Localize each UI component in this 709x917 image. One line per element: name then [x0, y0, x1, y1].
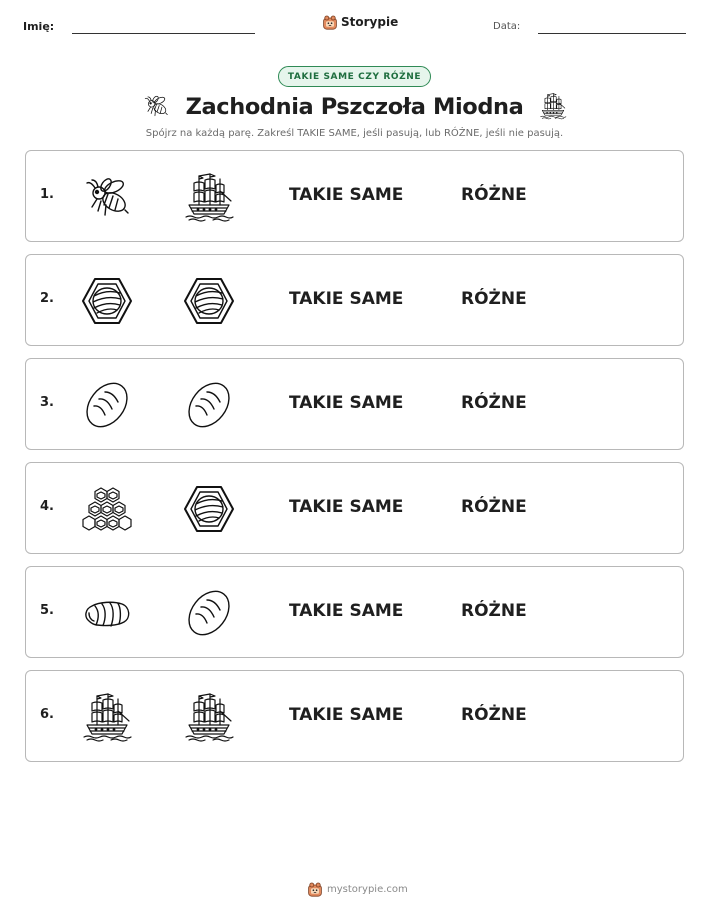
worksheet-header — [0, 0, 709, 50]
page-title: Zachodnia Pszczoła Miodna — [185, 94, 524, 120]
option-same[interactable]: TAKIE SAME — [289, 185, 404, 205]
date-write-line[interactable] — [538, 33, 686, 34]
instructions: Spójrz na każdą parę. Zakreśl TAKIE SAME, jeśli pasują, lub RÓŻNE, jeśli nie pasują. — [145, 128, 564, 139]
option-different[interactable]: RÓŻNE — [461, 393, 527, 413]
honeycomb-icon — [81, 483, 133, 535]
left-picture — [81, 587, 133, 639]
left-picture — [81, 691, 133, 743]
name-write-line[interactable] — [72, 33, 255, 34]
exercise-row-6 — [25, 670, 684, 762]
option-same[interactable]: TAKIE SAME — [289, 601, 404, 621]
exercise-row-5 — [25, 566, 684, 658]
option-same[interactable]: TAKIE SAME — [289, 705, 404, 725]
row-number: 4. — [40, 499, 54, 514]
honey-cell-icon — [183, 483, 235, 535]
right-picture — [183, 691, 235, 743]
right-picture — [183, 483, 235, 535]
right-picture — [183, 171, 235, 223]
bread-icon — [81, 379, 133, 431]
brand-logo — [322, 13, 398, 31]
left-picture — [81, 379, 133, 431]
ship-icon — [539, 91, 567, 121]
bee-icon — [142, 92, 170, 120]
ship-icon — [183, 171, 235, 223]
exercise-row-1 — [25, 150, 684, 242]
row-number: 6. — [40, 707, 54, 722]
option-different[interactable]: RÓŻNE — [461, 185, 527, 205]
date-label: Data: — [493, 21, 521, 32]
name-label: Imię: — [23, 20, 55, 33]
option-same[interactable]: TAKIE SAME — [289, 497, 404, 517]
storypie-logo-icon — [307, 881, 323, 897]
option-same[interactable]: TAKIE SAME — [289, 289, 404, 309]
right-picture — [183, 587, 235, 639]
row-number: 2. — [40, 291, 54, 306]
option-different[interactable]: RÓŻNE — [461, 497, 527, 517]
ship-icon — [81, 691, 133, 743]
ship-icon — [183, 691, 235, 743]
left-picture — [81, 483, 133, 535]
bee-icon — [81, 171, 133, 223]
footer-url[interactable]: mystorypie.com — [327, 883, 408, 895]
option-different[interactable]: RÓŻNE — [461, 601, 527, 621]
option-different[interactable]: RÓŻNE — [461, 289, 527, 309]
exercise-row-2 — [25, 254, 684, 346]
row-number: 5. — [40, 603, 54, 618]
right-picture — [183, 275, 235, 327]
left-picture — [81, 275, 133, 327]
bread-icon — [183, 587, 235, 639]
bread-icon — [183, 379, 235, 431]
worksheet-type-badge: TAKIE SAME CZY RÓŻNE — [278, 66, 431, 87]
exercise-row-3 — [25, 358, 684, 450]
left-picture — [81, 171, 133, 223]
storypie-logo-icon — [322, 14, 338, 30]
larva-icon — [81, 587, 133, 639]
brand-name: Storypie — [341, 15, 399, 29]
row-number: 3. — [40, 395, 54, 410]
footer — [307, 880, 408, 898]
row-number: 1. — [40, 187, 54, 202]
option-different[interactable]: RÓŻNE — [461, 705, 527, 725]
honey-cell-icon — [81, 275, 133, 327]
honey-cell-icon — [183, 275, 235, 327]
right-picture — [183, 379, 235, 431]
option-same[interactable]: TAKIE SAME — [289, 393, 404, 413]
exercise-row-4 — [25, 462, 684, 554]
